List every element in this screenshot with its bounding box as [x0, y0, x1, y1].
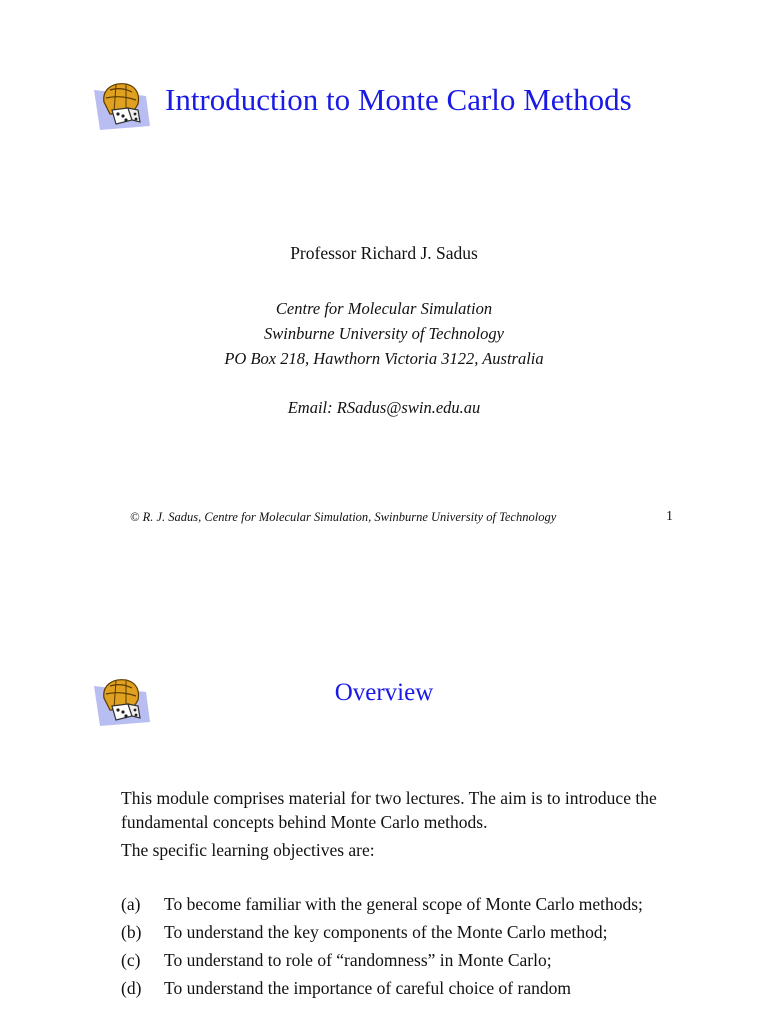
list-item-text: To understand to role of “randomness” in Monte Carlo;: [164, 950, 552, 970]
list-item: [121, 946, 721, 974]
dice-cup-icon: [88, 80, 152, 132]
copyright-footer: © R. J. Sadus, Centre for Molecular Simulation, Swinburne University of Technology: [130, 510, 557, 524]
affiliation-line: Swinburne University of Technology: [264, 324, 504, 343]
list-item-label: (c): [121, 950, 141, 970]
email-address: Email: RSadus@swin.edu.au: [287, 398, 481, 417]
objectives-list: [121, 890, 721, 1002]
list-item-text: To understand the importance of careful choice of random: [164, 978, 571, 998]
list-item: [121, 918, 721, 946]
intro-paragraph: The specific learning objectives are:: [121, 840, 375, 860]
author-name: Professor Richard J. Sadus: [290, 243, 478, 263]
list-item-label: (b): [121, 922, 142, 942]
list-item-label: (d): [121, 978, 142, 998]
affiliation-block: [0, 296, 768, 371]
affiliation-line: Centre for Molecular Simulation: [275, 299, 493, 318]
overview-intro: [121, 786, 681, 862]
slide-title: Introduction to Monte Carlo Methods: [165, 82, 632, 117]
list-item-text: To understand the key components of the Monte Carlo method;: [164, 922, 608, 942]
intro-paragraph: This module comprises material for two lectures. The aim is to introduce the fundamental concepts behind Monte Carlo methods.: [121, 788, 657, 832]
page-number: 1: [666, 509, 673, 524]
list-item: [121, 974, 721, 1002]
list-item-label: (a): [121, 894, 141, 914]
list-item: [121, 890, 721, 918]
overview-title: Overview: [334, 679, 434, 706]
affiliation-line: PO Box 218, Hawthorn Victoria 3122, Australia: [224, 349, 544, 368]
list-item-text: To become familiar with the general scope of Monte Carlo methods;: [164, 894, 643, 914]
